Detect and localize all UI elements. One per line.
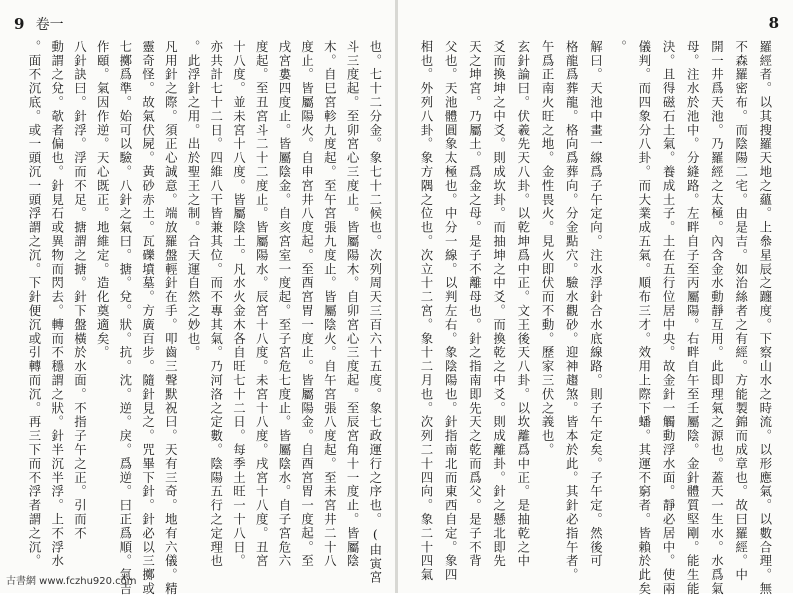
right-page-text-column-10: 午爲正南火旺之地。金性畏火。見火即伏而不動。歷家三伏之義也。 — [540, 40, 556, 457]
left-page-text-column-3: 木。自巳宮軫九度起。至午宮張九度止。皆屬陰火。自午宮張八度起。至未宮井二十八 — [322, 40, 338, 569]
left-page-text-column-12: 七擲爲準。始可以驗。八針之氣曰。搪。兌。狀。抗。沈。逆。戾。爲逆。曰正爲順。氣吉 — [117, 40, 133, 596]
footer-watermark: 古書網 www.fczhu920.com — [6, 576, 137, 587]
right-page-text-column-1: 羅經者。以其搜羅天地之蘊。上叅星辰之躔度。下察山水之時流。以形應氣。以數合理。無 — [757, 40, 773, 596]
left-page-text-column-7: 十八度。並未宮十八度。皆屬陰土。凡水火金木各自旺七十二日。每季土旺一十八日。 — [231, 40, 247, 569]
right-page-number: 8 — [768, 14, 779, 32]
left-page-title: 卷一 — [35, 17, 64, 33]
left-page-text-column-5: 戌宮婁四度止。皆屬陰金。自亥宮室一度起。至子宮危七度止。皆屬陰水。自子宮危六 — [276, 40, 292, 569]
left-page-text-column-13: 作頤。氣因作逆。天心既正。地維定。造化奠適矣。 — [95, 40, 111, 360]
left-page-text-column-2: 斗三度起。至卯宮心三度止。皆屬陽木。自卯宮心三度起。至辰宮角十一度止。皆屬陰 — [345, 40, 361, 569]
left-page-text-column-11: 靈奇怪。故氣伏屍。黃砂赤土。瓦礫墳墓。方廣百步。隨針見之。咒畢下針。針必以三擲或 — [140, 40, 156, 596]
right-page-text-column-9: 格龍爲葬龍。格向爲葬向。分金點穴。驗水觀砂。迎神趨煞。皆本於此。其針必指午者。 — [564, 40, 580, 583]
right-page-text-column-12: 爻而換坤之中爻。則成坎卦。而抽坤之中爻。而換乾之中爻。則成離卦。針之懸北即先 — [491, 40, 507, 569]
right-page-text-columns — [418, 40, 773, 596]
left-page-text-column-10: 凡用針之際。須正心誠意。端放羅盤輕針在手。叩齒三聲默祝曰。天有三奇。地有六儀。精 — [163, 40, 179, 596]
left-page — [0, 0, 395, 596]
left-page-text-column-8: 亦共計七十二日。四維八干皆兼其位。而不專其氣。乃河洛之定數。陰陽五行之定理也 — [208, 40, 224, 569]
right-page-text-column-6: 儀判。而四象分八卦。而大業成五氣。順布三才。效用上際下蟠。其運不窮者。皆賴於此矣 — [636, 40, 652, 596]
left-page-text-column-4: 度止。皆屬陽火。自申宮井八度起。至酉宮胃一度止。皆屬陽金。自酉宮胃一度起。至 — [299, 40, 315, 569]
left-page-text-column-14: 八針訣曰。針浮。浮而不足。搪謂之搪。針下盤橫於水面。不指子午之正。引而不 — [72, 40, 88, 541]
right-page — [398, 0, 793, 596]
right-page-text-column-14: 父也。天池體圓象太極也。中分一線。以判左右。象陰陽也。針指南北而東西自定。象四 — [443, 40, 459, 583]
left-page-text-column-1: 也。七十二分金。象七十二候也。次列周天三百六十五度。象七政運行之序也。(由寅宮 — [367, 40, 383, 585]
right-page-text-column-8: 解曰。天池中畫一線爲子午定向。注水浮針合水底線路。則子午定矣。子午定。然後可 — [588, 40, 604, 569]
right-page-text-column-4: 母。注水於池中。分縫路。左畔自子至丙屬陽。右畔自午至壬屬陰。金針體質堅剛。能生能 — [685, 40, 701, 596]
right-page-text-column-3: 開一井爲天池。乃羅經之太極。內含金水動靜互用。此即理氣之源也。蓋天一生水。水爲氣 — [709, 40, 725, 596]
left-page-number: 9 — [14, 15, 25, 33]
right-page-text-column-5: 決。且得磁石土氣。養成土子。土在五行位居中央。故金針一觸動浮水面。靜必居中。使兩 — [661, 40, 677, 596]
right-page-text-column-13: 天之坤宮。乃屬土。爲金之母。是子不離母也。針之指南即先天之乾而爲父。是子不背 — [467, 40, 483, 569]
right-page-text-column-11: 玄針論曰。伏羲先天八卦。以乾坤爲中正。文王後天八卦。以坎離爲中正。是抽乾之中 — [515, 40, 531, 569]
left-page-text-column-15: 動謂之兌。欹者偏也。針見石或異物而閃去。轉而不穩謂之狀。針半沉半浮。上不浮水 — [49, 40, 65, 569]
right-page-text-column-15: 相也。外列八卦。象方隅之位也。次立十二宮。象十二月也。次列二十四向。象二十四氣 — [419, 40, 434, 583]
left-page-text-column-16: 。面不沉底。或一頭沉一頭浮謂之沉。下針便沉或引轉而沉。再三下而不浮者謂之沉。 — [27, 40, 42, 569]
right-page-text-column-2: 不森羅密布。而陰陽二宅。由是吉。如治絲者之有經。方能製錦而成章也。故曰羅經。中 — [733, 40, 749, 583]
left-page-text-column-9: 。此浮針之用。出於聖王之制。合天運自然之妙也。 — [186, 40, 202, 360]
left-page-header — [14, 14, 64, 34]
left-page-text-column-6: 度起。至丑宮斗二十二度止。皆屬陽水。辰宮十八度。未宮十八度。戌宮十八度。丑宮 — [254, 40, 270, 569]
right-page-text-column-7: 。 — [612, 40, 628, 54]
